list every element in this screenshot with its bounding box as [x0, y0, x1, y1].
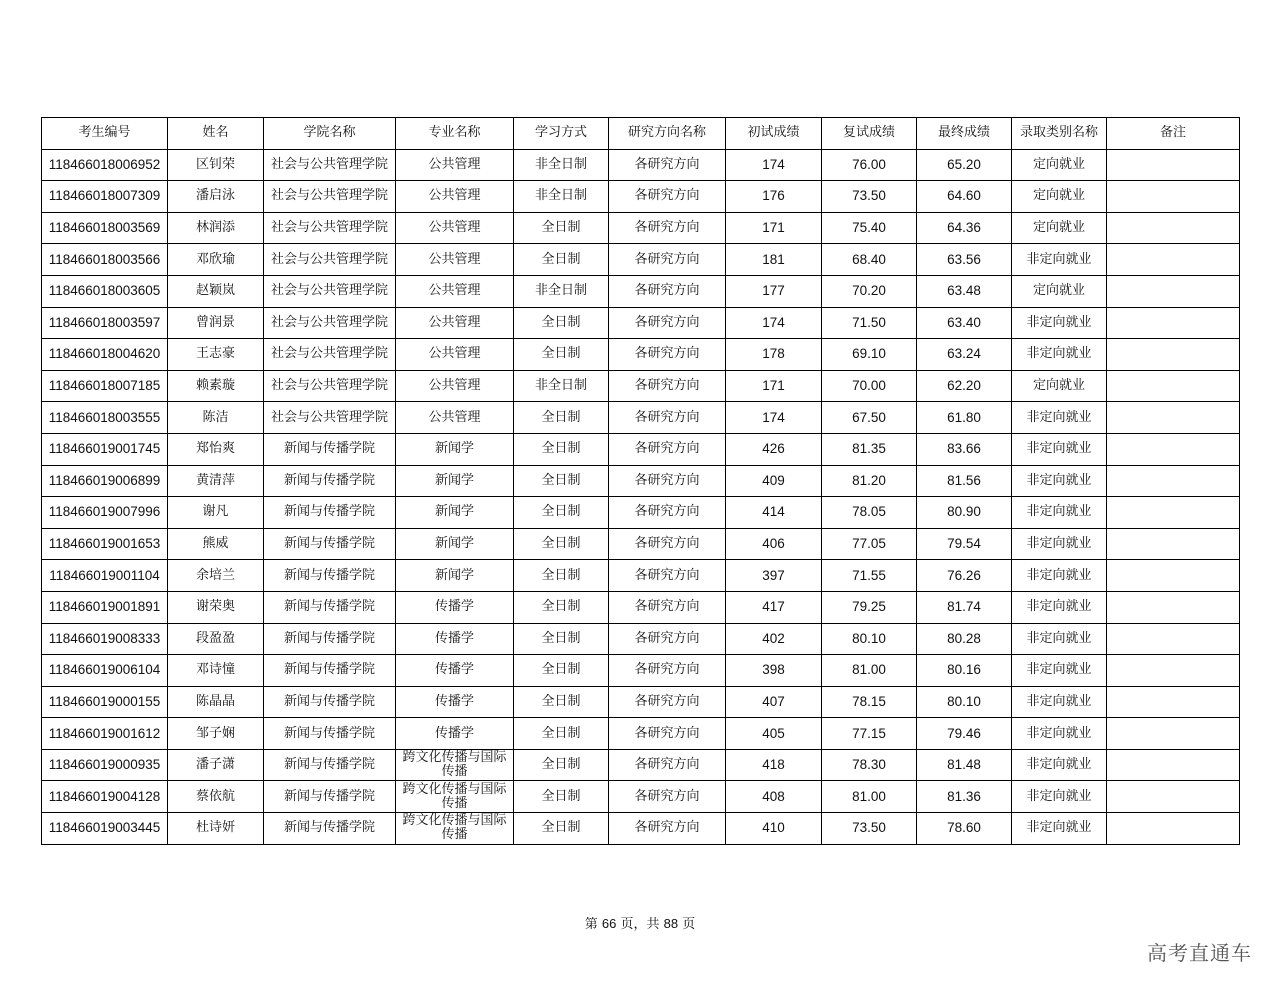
table-cell: 新闻与传播学院 [264, 781, 396, 813]
table-cell: 非定向就业 [1012, 591, 1107, 623]
table-cell: 社会与公共管理学院 [264, 181, 396, 213]
table-cell: 余培兰 [168, 560, 264, 592]
table-cell [1107, 718, 1240, 750]
table-cell [1107, 275, 1240, 307]
table-cell: 73.50 [822, 181, 917, 213]
table-cell: 78.60 [917, 813, 1012, 845]
table-cell: 公共管理 [396, 339, 514, 371]
table-row [42, 560, 1240, 592]
table-cell: 81.56 [917, 465, 1012, 497]
table-cell: 65.20 [917, 149, 1012, 181]
table-cell: 118466018003605 [42, 275, 168, 307]
column-header: 研究方向名称 [609, 118, 726, 150]
table-cell: 80.90 [917, 497, 1012, 529]
table-cell: 62.20 [917, 370, 1012, 402]
table-cell: 非定向就业 [1012, 433, 1107, 465]
table-cell: 81.74 [917, 591, 1012, 623]
table-row [42, 497, 1240, 529]
table-cell [1107, 212, 1240, 244]
table-cell: 83.66 [917, 433, 1012, 465]
table-cell: 79.46 [917, 718, 1012, 750]
table-cell: 118466018003597 [42, 307, 168, 339]
table-cell: 潘启泳 [168, 181, 264, 213]
table-row [42, 275, 1240, 307]
table-cell: 118466019006104 [42, 655, 168, 687]
table-cell [1107, 149, 1240, 181]
table-cell: 118466018003566 [42, 244, 168, 276]
table-cell: 陈晶晶 [168, 686, 264, 718]
table-cell: 79.54 [917, 528, 1012, 560]
table-row [42, 781, 1240, 813]
table-cell [1107, 465, 1240, 497]
table-cell: 406 [726, 528, 822, 560]
table-row [42, 339, 1240, 371]
table-cell: 全日制 [514, 402, 609, 434]
table-cell: 新闻与传播学院 [264, 749, 396, 781]
table-cell: 社会与公共管理学院 [264, 275, 396, 307]
table-cell [1107, 497, 1240, 529]
table-cell [1107, 307, 1240, 339]
table-cell: 118466018004620 [42, 339, 168, 371]
table-cell: 全日制 [514, 465, 609, 497]
table-cell: 64.60 [917, 181, 1012, 213]
watermark-logo-text: 高考直通车 [1147, 941, 1252, 965]
table-cell: 公共管理 [396, 212, 514, 244]
table-cell: 80.10 [917, 686, 1012, 718]
table-cell: 非定向就业 [1012, 749, 1107, 781]
table-cell: 非定向就业 [1012, 528, 1107, 560]
table-cell: 全日制 [514, 781, 609, 813]
table-cell: 谢凡 [168, 497, 264, 529]
table-row [42, 465, 1240, 497]
current-page-number: 66 [601, 916, 617, 931]
table-cell: 社会与公共管理学院 [264, 339, 396, 371]
table-cell: 跨文化传播与国际传播 [396, 749, 514, 781]
table-cell [1107, 623, 1240, 655]
table-cell: 70.00 [822, 370, 917, 402]
table-cell: 各研究方向 [609, 718, 726, 750]
table-cell: 公共管理 [396, 275, 514, 307]
table-cell: 新闻与传播学院 [264, 528, 396, 560]
table-cell: 新闻学 [396, 465, 514, 497]
table-cell: 非全日制 [514, 370, 609, 402]
table-cell: 社会与公共管理学院 [264, 370, 396, 402]
table-cell: 各研究方向 [609, 307, 726, 339]
table-cell: 402 [726, 623, 822, 655]
table-cell: 178 [726, 339, 822, 371]
table-cell: 社会与公共管理学院 [264, 149, 396, 181]
table-row [42, 591, 1240, 623]
total-page-number: 88 [663, 916, 679, 931]
table-cell: 118466019001104 [42, 560, 168, 592]
table-cell: 171 [726, 212, 822, 244]
table-cell [1107, 402, 1240, 434]
table-cell: 新闻与传播学院 [264, 718, 396, 750]
table-cell: 全日制 [514, 212, 609, 244]
table-cell: 非定向就业 [1012, 623, 1107, 655]
table-cell: 118466018003555 [42, 402, 168, 434]
table-cell: 118466019008333 [42, 623, 168, 655]
table-cell: 80.10 [822, 623, 917, 655]
table-cell: 81.20 [822, 465, 917, 497]
table-cell [1107, 339, 1240, 371]
column-header: 复试成绩 [822, 118, 917, 150]
table-cell: 177 [726, 275, 822, 307]
table-cell: 77.15 [822, 718, 917, 750]
table-cell: 新闻与传播学院 [264, 497, 396, 529]
table-cell: 417 [726, 591, 822, 623]
table-cell: 各研究方向 [609, 655, 726, 687]
table-cell: 社会与公共管理学院 [264, 307, 396, 339]
table-cell: 118466019000155 [42, 686, 168, 718]
table-cell: 定向就业 [1012, 275, 1107, 307]
table-cell: 80.28 [917, 623, 1012, 655]
table-cell: 各研究方向 [609, 149, 726, 181]
table-cell: 赵颖岚 [168, 275, 264, 307]
column-header: 录取类别名称 [1012, 118, 1107, 150]
table-row [42, 212, 1240, 244]
table-row [42, 149, 1240, 181]
table-cell: 118466019000935 [42, 749, 168, 781]
table-cell: 各研究方向 [609, 686, 726, 718]
table-cell: 405 [726, 718, 822, 750]
table-cell: 174 [726, 149, 822, 181]
table-cell: 118466019004128 [42, 781, 168, 813]
table-cell: 118466018007309 [42, 181, 168, 213]
table-cell: 全日制 [514, 623, 609, 655]
footer-prefix: 第 [584, 917, 598, 932]
table-cell: 全日制 [514, 528, 609, 560]
table-cell: 408 [726, 781, 822, 813]
table-cell: 各研究方向 [609, 433, 726, 465]
table-cell: 新闻与传播学院 [264, 655, 396, 687]
table-row [42, 181, 1240, 213]
table-cell: 邓欣瑜 [168, 244, 264, 276]
table-cell: 传播学 [396, 718, 514, 750]
table-cell: 邹子娴 [168, 718, 264, 750]
table-cell: 曾润景 [168, 307, 264, 339]
table-cell: 非定向就业 [1012, 402, 1107, 434]
table-header-row [42, 118, 1240, 150]
table-cell: 81.00 [822, 655, 917, 687]
table-cell: 118466019003445 [42, 813, 168, 845]
table-cell: 118466019001612 [42, 718, 168, 750]
table-cell: 新闻学 [396, 560, 514, 592]
table-cell: 各研究方向 [609, 497, 726, 529]
table-cell: 398 [726, 655, 822, 687]
table-row [42, 655, 1240, 687]
table-row [42, 813, 1240, 845]
table-cell [1107, 813, 1240, 845]
table-cell: 67.50 [822, 402, 917, 434]
table-cell: 118466019001745 [42, 433, 168, 465]
table-row [42, 686, 1240, 718]
table-cell [1107, 686, 1240, 718]
table-cell: 各研究方向 [609, 560, 726, 592]
table-cell: 新闻与传播学院 [264, 623, 396, 655]
table-cell: 传播学 [396, 591, 514, 623]
table-cell: 传播学 [396, 655, 514, 687]
table-cell [1107, 781, 1240, 813]
table-row [42, 244, 1240, 276]
table-cell: 全日制 [514, 655, 609, 687]
table-cell: 非定向就业 [1012, 307, 1107, 339]
table-cell [1107, 433, 1240, 465]
table-row [42, 749, 1240, 781]
table-cell: 全日制 [514, 686, 609, 718]
table-cell: 王志豪 [168, 339, 264, 371]
table-cell: 定向就业 [1012, 370, 1107, 402]
table-cell: 新闻与传播学院 [264, 465, 396, 497]
table-cell: 新闻学 [396, 497, 514, 529]
table-cell: 各研究方向 [609, 181, 726, 213]
table-cell: 81.35 [822, 433, 917, 465]
table-cell: 非定向就业 [1012, 813, 1107, 845]
table-cell: 174 [726, 307, 822, 339]
table-cell: 176 [726, 181, 822, 213]
table-cell: 118466019007996 [42, 497, 168, 529]
table-cell: 76.00 [822, 149, 917, 181]
table-cell: 各研究方向 [609, 339, 726, 371]
table-cell: 各研究方向 [609, 402, 726, 434]
table-cell: 公共管理 [396, 307, 514, 339]
table-cell: 181 [726, 244, 822, 276]
table-cell: 新闻与传播学院 [264, 560, 396, 592]
table-cell: 非定向就业 [1012, 655, 1107, 687]
table-cell: 73.50 [822, 813, 917, 845]
table-cell [1107, 244, 1240, 276]
footer-suffix: 页 [682, 917, 696, 932]
table-cell: 社会与公共管理学院 [264, 244, 396, 276]
table-cell: 非定向就业 [1012, 781, 1107, 813]
table-cell: 公共管理 [396, 370, 514, 402]
table-cell: 各研究方向 [609, 781, 726, 813]
table-cell: 陈洁 [168, 402, 264, 434]
table-cell: 78.30 [822, 749, 917, 781]
table-cell: 郑怡爽 [168, 433, 264, 465]
table-cell: 谢荣奥 [168, 591, 264, 623]
table-cell: 410 [726, 813, 822, 845]
table-cell [1107, 591, 1240, 623]
table-cell: 69.10 [822, 339, 917, 371]
table-cell: 426 [726, 433, 822, 465]
table-row [42, 528, 1240, 560]
table-cell: 传播学 [396, 686, 514, 718]
table-cell [1107, 370, 1240, 402]
table-cell: 各研究方向 [609, 591, 726, 623]
table-cell: 418 [726, 749, 822, 781]
column-header: 姓名 [168, 118, 264, 150]
table-cell: 63.56 [917, 244, 1012, 276]
table-cell: 定向就业 [1012, 149, 1107, 181]
table-cell: 非定向就业 [1012, 560, 1107, 592]
table-cell: 社会与公共管理学院 [264, 402, 396, 434]
footer-mid: 页，共 [620, 917, 660, 932]
table-cell: 80.16 [917, 655, 1012, 687]
table-cell [1107, 749, 1240, 781]
table-cell: 各研究方向 [609, 370, 726, 402]
table-cell: 76.26 [917, 560, 1012, 592]
table-cell: 公共管理 [396, 244, 514, 276]
column-header: 专业名称 [396, 118, 514, 150]
table-cell: 397 [726, 560, 822, 592]
table-cell: 63.24 [917, 339, 1012, 371]
table-cell: 70.20 [822, 275, 917, 307]
table-cell: 174 [726, 402, 822, 434]
table-cell: 全日制 [514, 560, 609, 592]
admission-table [41, 117, 1240, 845]
table-cell: 非全日制 [514, 275, 609, 307]
table-cell: 新闻学 [396, 528, 514, 560]
table-cell: 非定向就业 [1012, 686, 1107, 718]
table-cell: 非全日制 [514, 181, 609, 213]
table-cell: 各研究方向 [609, 528, 726, 560]
table-cell: 118466018003569 [42, 212, 168, 244]
table-cell: 81.00 [822, 781, 917, 813]
table-cell: 各研究方向 [609, 244, 726, 276]
table-cell: 黄清萍 [168, 465, 264, 497]
table-cell: 非定向就业 [1012, 339, 1107, 371]
table-cell: 赖素璇 [168, 370, 264, 402]
table-cell: 新闻与传播学院 [264, 433, 396, 465]
table-cell: 171 [726, 370, 822, 402]
table-cell: 全日制 [514, 749, 609, 781]
table-cell: 公共管理 [396, 149, 514, 181]
table-cell: 林润添 [168, 212, 264, 244]
table-cell: 非定向就业 [1012, 244, 1107, 276]
table-cell [1107, 655, 1240, 687]
table-cell: 全日制 [514, 718, 609, 750]
table-cell: 118466019001891 [42, 591, 168, 623]
table-cell: 77.05 [822, 528, 917, 560]
table-cell: 71.55 [822, 560, 917, 592]
table-cell: 段盈盈 [168, 623, 264, 655]
table-cell: 78.05 [822, 497, 917, 529]
table-cell: 63.48 [917, 275, 1012, 307]
table-cell [1107, 560, 1240, 592]
table-cell: 新闻学 [396, 433, 514, 465]
table-row [42, 433, 1240, 465]
table-cell: 64.36 [917, 212, 1012, 244]
table-cell: 公共管理 [396, 181, 514, 213]
table-cell: 新闻与传播学院 [264, 813, 396, 845]
table-cell: 各研究方向 [609, 465, 726, 497]
table-cell: 各研究方向 [609, 212, 726, 244]
table-row [42, 370, 1240, 402]
table-cell: 非定向就业 [1012, 718, 1107, 750]
table-cell: 蔡依航 [168, 781, 264, 813]
table-cell: 跨文化传播与国际传播 [396, 781, 514, 813]
table-cell: 各研究方向 [609, 813, 726, 845]
table-body [42, 149, 1240, 844]
table-cell: 熊威 [168, 528, 264, 560]
column-header: 备注 [1107, 118, 1240, 150]
table-cell [1107, 528, 1240, 560]
table-cell: 118466019001653 [42, 528, 168, 560]
table-cell: 定向就业 [1012, 212, 1107, 244]
table-row [42, 623, 1240, 655]
table-cell: 区钊荣 [168, 149, 264, 181]
table-cell: 全日制 [514, 339, 609, 371]
table-row [42, 718, 1240, 750]
table-cell: 68.40 [822, 244, 917, 276]
table-cell: 全日制 [514, 813, 609, 845]
table-cell: 414 [726, 497, 822, 529]
table-cell [1107, 181, 1240, 213]
table-cell: 118466018006952 [42, 149, 168, 181]
table-cell: 全日制 [514, 307, 609, 339]
table-cell: 公共管理 [396, 402, 514, 434]
table-cell: 各研究方向 [609, 275, 726, 307]
table-cell: 全日制 [514, 497, 609, 529]
table-cell: 潘子潇 [168, 749, 264, 781]
column-header: 初试成绩 [726, 118, 822, 150]
table-cell: 非定向就业 [1012, 497, 1107, 529]
table-cell: 118466019006899 [42, 465, 168, 497]
table-cell: 非全日制 [514, 149, 609, 181]
table-cell: 407 [726, 686, 822, 718]
table-cell: 79.25 [822, 591, 917, 623]
table-cell: 定向就业 [1012, 181, 1107, 213]
table-cell: 邓诗憧 [168, 655, 264, 687]
table-cell: 全日制 [514, 433, 609, 465]
table-cell: 跨文化传播与国际传播 [396, 813, 514, 845]
table-cell: 118466018007185 [42, 370, 168, 402]
table-cell: 81.48 [917, 749, 1012, 781]
table-cell: 新闻与传播学院 [264, 591, 396, 623]
table-cell: 传播学 [396, 623, 514, 655]
table-cell: 社会与公共管理学院 [264, 212, 396, 244]
table-cell: 全日制 [514, 244, 609, 276]
column-header: 学院名称 [264, 118, 396, 150]
table-cell: 71.50 [822, 307, 917, 339]
table-cell: 杜诗妍 [168, 813, 264, 845]
table-cell: 非定向就业 [1012, 465, 1107, 497]
table-cell: 81.36 [917, 781, 1012, 813]
table-cell: 409 [726, 465, 822, 497]
table-cell: 各研究方向 [609, 749, 726, 781]
table-cell: 63.40 [917, 307, 1012, 339]
column-header: 考生编号 [42, 118, 168, 150]
column-header: 最终成绩 [917, 118, 1012, 150]
table-cell: 61.80 [917, 402, 1012, 434]
table-cell: 各研究方向 [609, 623, 726, 655]
table-row [42, 402, 1240, 434]
table-cell: 新闻与传播学院 [264, 686, 396, 718]
table-cell: 75.40 [822, 212, 917, 244]
column-header: 学习方式 [514, 118, 609, 150]
table-cell: 78.15 [822, 686, 917, 718]
table-cell: 全日制 [514, 591, 609, 623]
table-row [42, 307, 1240, 339]
page-footer [0, 913, 1280, 932]
